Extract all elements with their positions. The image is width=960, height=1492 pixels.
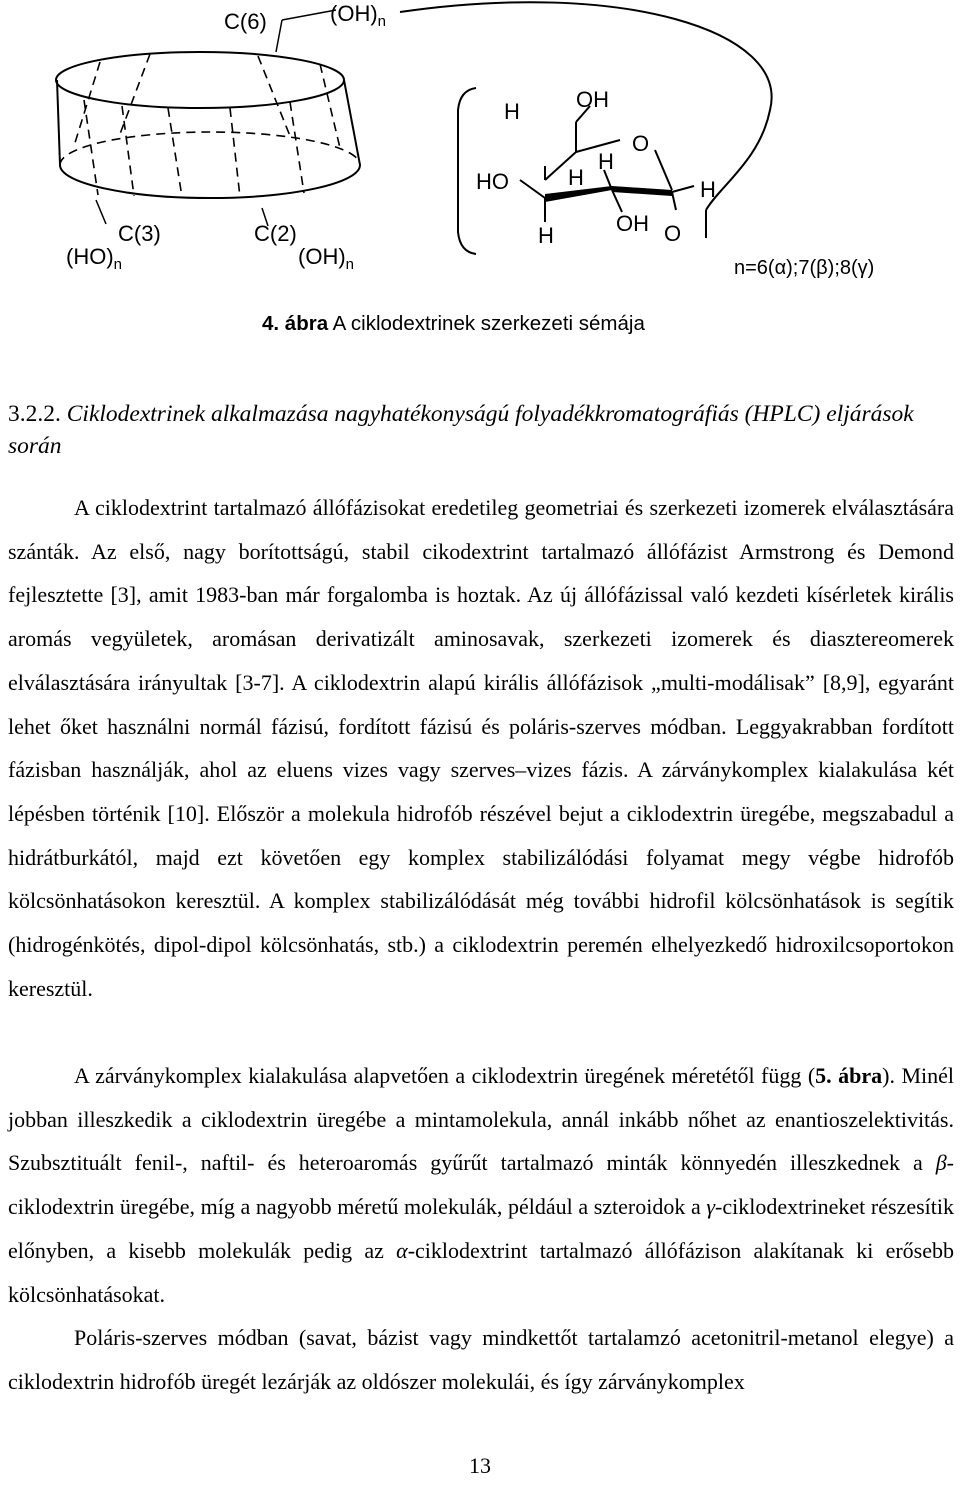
figure-reference: 5. ábra <box>815 1063 883 1088</box>
ring-wedge-bond <box>612 186 672 196</box>
oh-n-bottom-label: $(OH)_n$ <box>298 244 354 273</box>
section-title: Ciklodextrinek alkalmazása nagyhatékonyságú folyadékkromatográfiás (HPLC) eljárások során <box>8 401 914 459</box>
cone-left-side <box>57 80 60 165</box>
cone-inner-dash <box>290 102 304 193</box>
cone-inner-dash <box>320 64 340 148</box>
atom-oh-top: OH <box>576 87 609 112</box>
atom-h-top: H <box>504 99 520 124</box>
cone-bottom-rim-front <box>60 165 360 198</box>
atom-h-bottom: H <box>538 223 554 248</box>
oh-n-top-label: $(OH)_n$ <box>330 1 386 30</box>
ring-bond <box>520 180 545 198</box>
paragraph-3 <box>8 1316 954 1403</box>
atom-oh-bottom: OH <box>616 211 649 236</box>
cone-inner-dash <box>168 108 182 197</box>
repeat-bracket-left <box>458 88 476 254</box>
c3-pointer <box>96 200 106 224</box>
atom-h-right: H <box>700 177 716 202</box>
paragraph-1 <box>8 486 954 1010</box>
section-heading <box>8 398 958 462</box>
c6-pointer <box>282 10 336 20</box>
atom-h-mid2: H <box>568 165 584 190</box>
c3-label: C(3) <box>118 221 161 246</box>
cone-inner-dash <box>258 56 290 136</box>
cone-top-rim <box>56 52 344 108</box>
figure-caption-number: 4. ábra <box>262 312 329 335</box>
atom-o-ring: O <box>632 131 650 156</box>
cone-right-side <box>344 80 360 165</box>
paragraph-1-text: A ciklodextrint tartalmazó állófázisokat eredetileg geometriai és szerkezeti izomerek elválasztására szánták. Az első, nagy borítottságú, stabil cikodextrint tartalmazó állófázist Armstrong és Demond fejlesztette [3], amit 1983-ban már forgalomba is hoztak. Az új állófázissal való kezdeti kísérletek királis aromás vegyületek, aromásan derivatizált aminosavak, szerkezeti izomerek és diasztereomerek elválasztására irányultak [3-7]. A ciklodextrin alapú királis állófázisok „multi-modálisak” [8,9], egyaránt lehet őket használni normál fázisú, fordított fázisú és poláris-szerves módban. Leggyakrabban fordított fázisban használják, ahol az eluens vizes vagy szerves–vizes fázis. A zárványkomplex kialakulása két lépésben történik [10]. Először a molekula hidrofób részével bejut a ciklodextrin üregébe, megszabadul a hidrátburkától, majd ezt követően egy komplex stabilizálódási folyamat megy végbe hidrofób kölcsönhatásokon keresztül. A komplex stabilizálódását még további hidrofil kölcsönhatások is segítik (hidrogénkötés, dipol-dipol kölcsönhatás, stb.) a ciklodextrin peremén elhelyezkedő hidroxilcsoportokon keresztül. <box>8 495 954 1001</box>
atom-ho-ring: HO <box>476 169 509 194</box>
n-values-label: n=6(α);7(β);8(γ) <box>734 257 875 279</box>
ho-n-label: $(HO)_n$ <box>66 244 122 273</box>
cone-inner-dash <box>84 100 98 195</box>
ring-bond <box>672 192 676 210</box>
atom-h-mid1: H <box>598 149 614 174</box>
cone-inner-dash <box>122 106 134 196</box>
cone-bottom-rim-back <box>60 132 360 165</box>
paragraph-2: A zárványkomplex kialakulása alapvetően a ciklodextrin üregének méretétől függ (5. ábra). Minél jobban illeszkedik a ciklodextrin üregébe a mintamolekula, annál inkább nőhet az enantioszelektivitás. Szubsztituált fenil-, naftil- és heteroaromás gyűrűt tartalmazó minták könnyedén illeszkednek a β-ciklodextrin üregébe, míg a nagyobb méretű molekulák, például a szteroidok a γ-ciklodextrineket részesítik előnyben, a kisebb molekulák pedig az α-ciklodextrint tartalmazó állófázison alakítanak ki erősebb kölcsönhatásokat. <box>8 1063 955 1307</box>
c6-label: C(6) <box>224 9 267 34</box>
ring-bond <box>612 190 622 212</box>
page-number: 13 <box>469 1453 491 1478</box>
ring-bond <box>655 150 672 190</box>
c6-pointer <box>276 20 282 52</box>
c2-label: C(2) <box>254 221 297 246</box>
cyclodextrin-diagram <box>0 0 960 300</box>
section-number: 3.2.2. <box>8 401 61 427</box>
cone-inner-dash <box>230 108 240 197</box>
paragraph-3-text: Poláris-szerves módban (savat, bázist vagy mindkettőt tartalamzó acetonitril-metanol elegye) a ciklodextrin hidrofób üregét lezárják az oldószer molekulái, és így zárványkomplex <box>8 1325 954 1394</box>
atom-o-bottom: O <box>664 221 682 246</box>
cone-inner-dash <box>74 62 100 146</box>
figure-caption <box>262 312 645 336</box>
figure-caption-text: A ciklodextrinek szerkezeti sémája <box>328 312 645 335</box>
ring-bond <box>672 186 694 192</box>
